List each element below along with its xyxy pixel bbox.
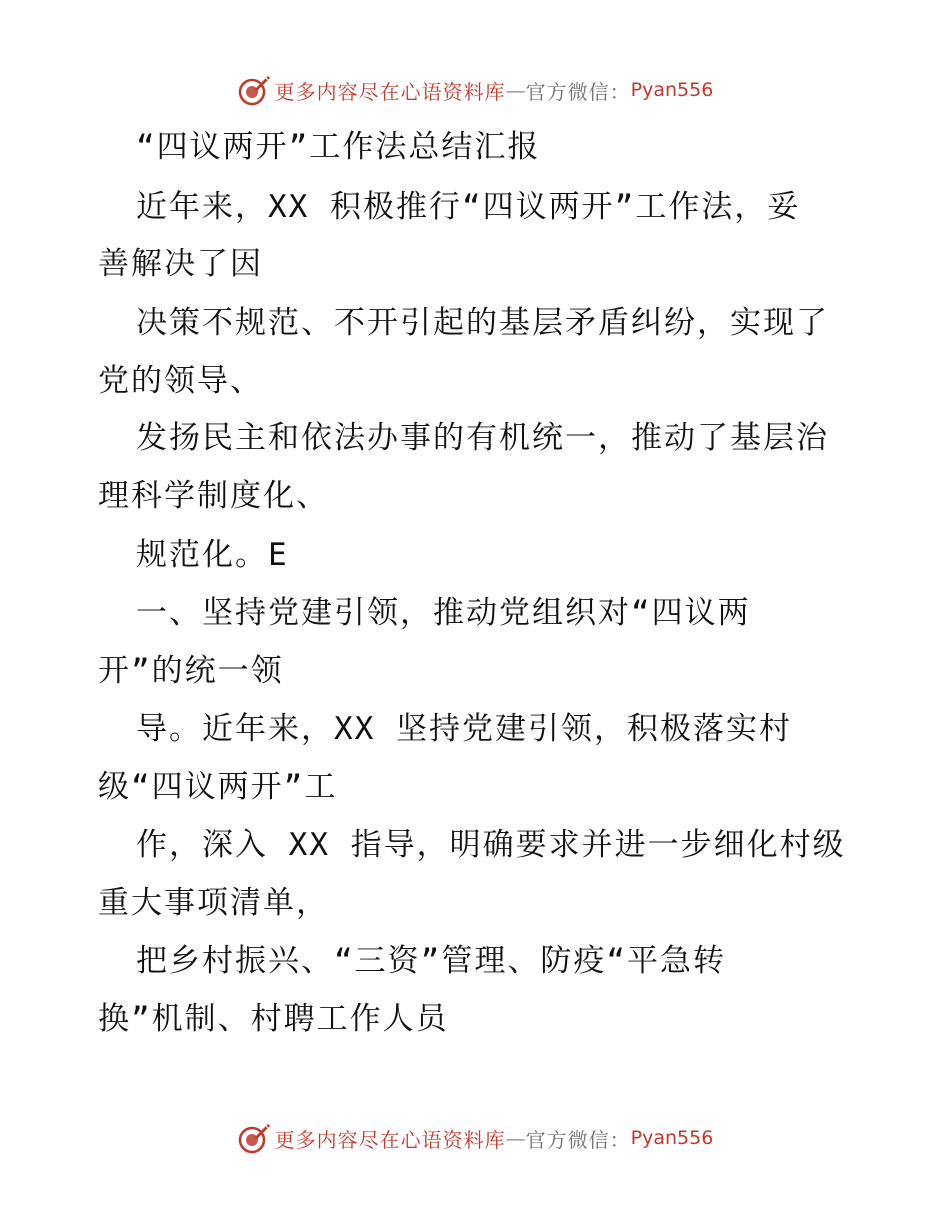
paragraph-line: 发扬民主和依法办事的有机统一，推动了基层治 (136, 420, 829, 456)
watermark-brand: 更多内容尽在心语资料库 (274, 79, 506, 104)
watermark-wechat-id: Pyan556 (630, 1127, 714, 1149)
section-heading-line: 一、坚持党建引领，推动党组织对“四议两 (136, 595, 751, 631)
section-heading-line: 开”的统一领 (98, 653, 284, 689)
paragraph-line: 规范化。E (136, 537, 289, 573)
watermark-banner-bottom (0, 1118, 950, 1158)
pen-circle-logo-icon (237, 1121, 271, 1155)
paragraph-line: 善解决了因 (98, 246, 263, 282)
paragraph-line: 决策不规范、不开引起的基层矛盾纠纷，实现了 (136, 305, 829, 341)
paragraph-line: 理科学制度化、 (98, 478, 329, 514)
paragraph-line: 近年来，XX 积极推行“四议两开”工作法，妥 (136, 189, 801, 225)
paragraph-line: 重大事项清单， (98, 885, 329, 921)
paragraph-line: 导。近年来，XX 坚持党建引领，积极落实村 (136, 711, 792, 747)
paragraph-line: 把乡村振兴、“三资”管理、防疫“平急转 (136, 943, 726, 979)
pen-circle-logo-icon (237, 73, 271, 107)
watermark-brand: 更多内容尽在心语资料库 (274, 1127, 506, 1152)
paragraph-line: 党的领导、 (98, 363, 263, 399)
watermark-dash: — (505, 78, 526, 102)
paragraph-line: 级“四议两开”工 (98, 769, 338, 805)
watermark-wechat-label: 官方微信： (525, 1127, 631, 1152)
watermark-banner-top (0, 70, 950, 110)
paragraph-line: 换”机制、村聘工作人员 (98, 1001, 449, 1037)
watermark-wechat-label: 官方微信： (525, 79, 631, 104)
watermark-dash: — (505, 1126, 526, 1150)
document-title: “四议两开”工作法总结汇报 (136, 129, 541, 165)
paragraph-line: 作，深入 XX 指导，明确要求并进一步细化村级 (136, 827, 846, 863)
watermark-wechat-id: Pyan556 (630, 79, 714, 101)
